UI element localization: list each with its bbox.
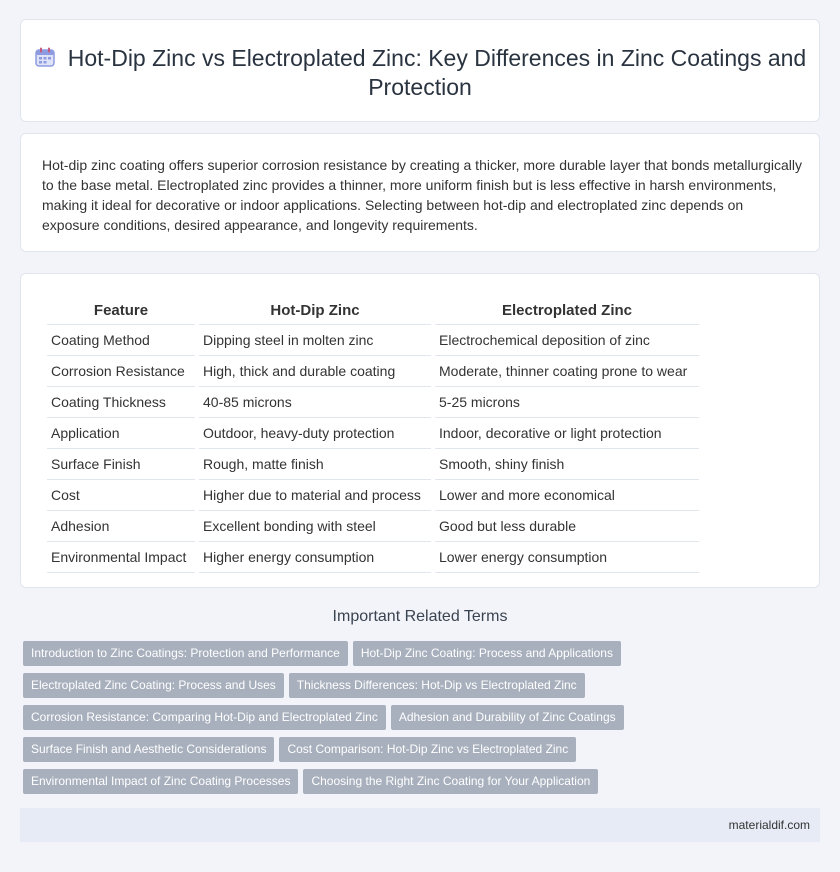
- related-terms-heading: Important Related Terms: [332, 608, 508, 625]
- related-term-tag[interactable]: Cost Comparison: Hot-Dip Zinc vs Electroplated Zinc: [279, 737, 576, 762]
- electroplated-cell: Electrochemical deposition of zinc: [435, 325, 699, 356]
- tag-row: [23, 673, 823, 705]
- table-row: [47, 356, 699, 387]
- tag-row: [23, 737, 823, 769]
- page-title: Hot-Dip Zinc vs Electroplated Zinc: Key Differences in Zinc Coatings and Protection: [67, 45, 807, 100]
- related-term-tag[interactable]: Adhesion and Durability of Zinc Coatings: [391, 705, 624, 730]
- electroplated-cell: Indoor, decorative or light protection: [435, 418, 699, 449]
- footer-site[interactable]: materialdif.com: [728, 818, 810, 832]
- intro-card: [20, 133, 820, 252]
- electroplated-cell: Lower energy consumption: [435, 542, 699, 573]
- related-term-tag[interactable]: Corrosion Resistance: Comparing Hot-Dip and Electroplated Zinc: [23, 705, 386, 730]
- hot-dip-cell: Outdoor, heavy-duty protection: [199, 418, 431, 449]
- hot-dip-cell: Higher due to material and process: [199, 480, 431, 511]
- table-row: [47, 511, 699, 542]
- feature-cell: Coating Thickness: [47, 387, 195, 418]
- related-term-tag[interactable]: Choosing the Right Zinc Coating for Your Application: [303, 769, 598, 794]
- footer: [20, 808, 820, 842]
- table-row: [47, 387, 699, 418]
- page-title-wrap: [21, 44, 819, 102]
- feature-cell: Cost: [47, 480, 195, 511]
- electroplated-cell: 5-25 microns: [435, 387, 699, 418]
- electroplated-cell: Lower and more economical: [435, 480, 699, 511]
- related-terms-list: [23, 641, 823, 801]
- hot-dip-cell: High, thick and durable coating: [199, 356, 431, 387]
- comparison-card: [20, 273, 820, 588]
- feature-cell: Coating Method: [47, 325, 195, 356]
- calendar-icon: [34, 46, 56, 68]
- feature-cell: Environmental Impact: [47, 542, 195, 573]
- hot-dip-cell: Rough, matte finish: [199, 449, 431, 480]
- table-row: [47, 542, 699, 573]
- feature-cell: Adhesion: [47, 511, 195, 542]
- feature-cell: Application: [47, 418, 195, 449]
- feature-cell: Surface Finish: [47, 449, 195, 480]
- feature-cell: Corrosion Resistance: [47, 356, 195, 387]
- electroplated-cell: Smooth, shiny finish: [435, 449, 699, 480]
- electroplated-cell: Moderate, thinner coating prone to wear: [435, 356, 699, 387]
- hot-dip-cell: Dipping steel in molten zinc: [199, 325, 431, 356]
- intro-paragraph: Hot-dip zinc coating offers superior corrosion resistance by creating a thicker, more durable layer that bonds metallurgically to the base metal. Electroplated zinc provides a thinner, more uniform finish but is less effective in harsh environments, making it ideal for decorative or indoor applications. Selecting between hot-dip and electroplated zinc depends on exposure conditions, desired appearance, and longevity requirements.: [42, 157, 802, 233]
- table-row: [47, 449, 699, 480]
- related-term-tag[interactable]: Hot-Dip Zinc Coating: Process and Applications: [353, 641, 621, 666]
- electroplated-cell: Good but less durable: [435, 511, 699, 542]
- tag-row: [23, 705, 823, 737]
- hot-dip-cell: Higher energy consumption: [199, 542, 431, 573]
- related-term-tag[interactable]: Surface Finish and Aesthetic Considerations: [23, 737, 274, 762]
- hot-dip-cell: Excellent bonding with steel: [199, 511, 431, 542]
- header-feature: Feature: [47, 297, 195, 325]
- header-hot-dip: Hot-Dip Zinc: [199, 297, 431, 325]
- table-row: [47, 418, 699, 449]
- related-term-tag[interactable]: Thickness Differences: Hot-Dip vs Electroplated Zinc: [289, 673, 585, 698]
- tag-row: [23, 641, 823, 673]
- table-row: [47, 480, 699, 511]
- related-term-tag[interactable]: Environmental Impact of Zinc Coating Processes: [23, 769, 298, 794]
- title-card: [20, 19, 820, 122]
- comparison-table: [43, 297, 703, 573]
- related-term-tag[interactable]: Introduction to Zinc Coatings: Protection and Performance: [23, 641, 348, 666]
- header-electroplated: Electroplated Zinc: [435, 297, 699, 325]
- table-row: [47, 325, 699, 356]
- hot-dip-cell: 40-85 microns: [199, 387, 431, 418]
- tag-row: [23, 769, 823, 801]
- related-term-tag[interactable]: Electroplated Zinc Coating: Process and Uses: [23, 673, 284, 698]
- table-header-row: [47, 297, 699, 325]
